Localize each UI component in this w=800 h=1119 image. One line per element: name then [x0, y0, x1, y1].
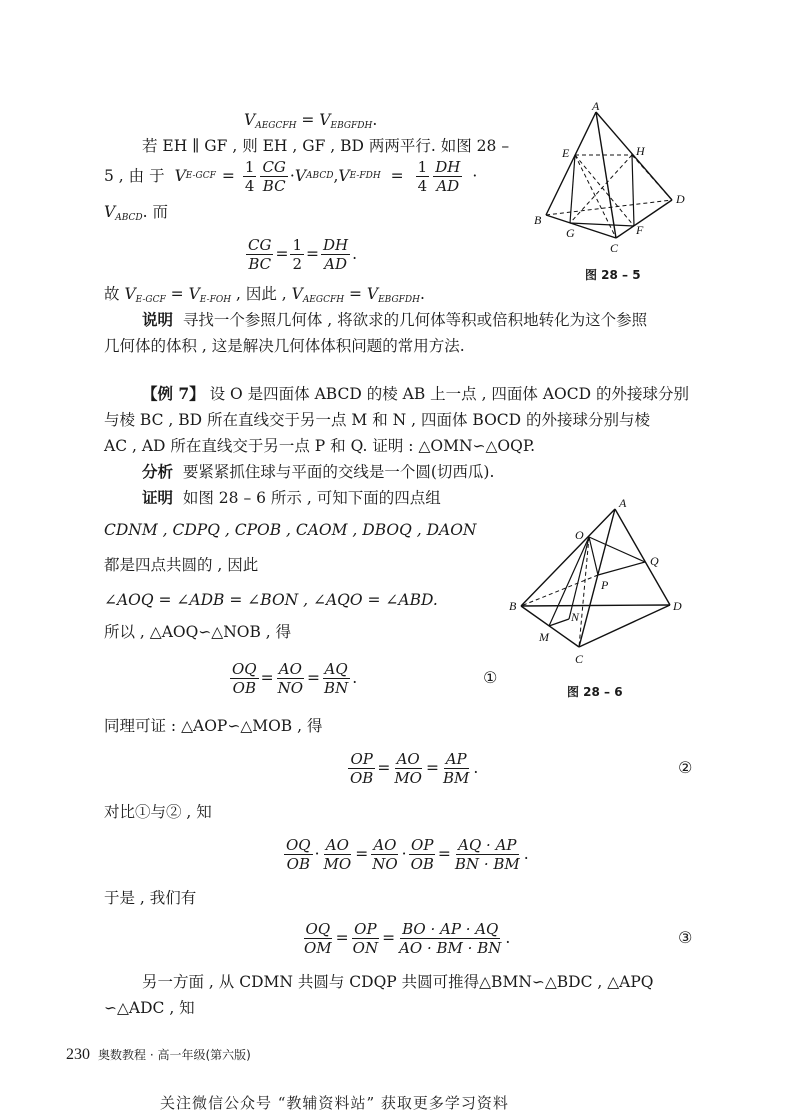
text: . 而: [142, 203, 168, 221]
so-line: 所以 , △AOQ∽△NOB , 得: [104, 623, 292, 641]
example-line-2: 与棱 BC , BD 所在直线交于另一点 M 和 N , 四面体 BOCD 的外接球分别与棱: [104, 411, 651, 429]
example-line-1: [142, 384, 689, 404]
v-symbol: V: [291, 285, 303, 303]
equation-volumes-equal: [244, 110, 377, 136]
denominator: BN · BM: [454, 854, 520, 873]
denominator: MO: [323, 854, 352, 873]
denominator: AD: [436, 176, 460, 195]
analysis-line: [142, 462, 494, 482]
label-D: D: [676, 192, 685, 206]
numerator: DH: [323, 235, 349, 254]
fraction: [322, 660, 350, 697]
denominator: ON: [352, 938, 379, 957]
figure-caption: 图 28 – 6: [567, 685, 623, 699]
label-O: O: [575, 528, 584, 542]
denominator: OM: [304, 938, 332, 957]
dot: ·: [472, 167, 478, 185]
edge-AC: [579, 509, 615, 647]
text: 设 O 是四面体 ABCD 的棱 AB 上一点 , 四面体 AOCD 的外接球分别: [209, 385, 689, 403]
numerator: AO: [325, 835, 349, 854]
label-C: C: [610, 241, 619, 255]
fraction: [290, 236, 304, 273]
comma: ,: [333, 167, 339, 185]
label-D: D: [673, 599, 682, 613]
other-line-1: 另一方面 , 从 CDMN 共圆与 CDQP 共圆可推得△BMN∽△BDC , △APQ: [142, 973, 654, 991]
fraction: [433, 158, 462, 195]
equals: =: [344, 285, 367, 303]
fraction: [441, 750, 471, 787]
page-footer: [66, 1046, 251, 1064]
equals: =: [335, 929, 349, 947]
fraction: [351, 920, 380, 957]
equation-4: [300, 916, 510, 960]
denominator: NO: [277, 678, 304, 697]
fraction: [243, 158, 257, 195]
watermark: 关注微信公众号 “教辅资料站” 获取更多学习资料: [160, 1094, 509, 1112]
label-M: M: [539, 630, 549, 644]
denominator: BC: [248, 254, 272, 273]
equation-line: [104, 156, 477, 196]
v-symbol: V: [319, 111, 331, 129]
dot: ·: [314, 845, 320, 863]
period: .: [372, 111, 378, 129]
label-C: C: [575, 652, 584, 666]
equals: =: [165, 285, 189, 303]
subscript: EBGFDH: [330, 121, 373, 131]
equation-number-2: ②: [678, 758, 693, 777]
line-OQ: [589, 537, 645, 562]
subscript: EBGFDH: [378, 295, 420, 305]
equals: =: [437, 845, 451, 863]
numerator: BO · AP · AQ: [402, 919, 499, 938]
label-E: E: [562, 146, 570, 160]
label-H: H: [636, 144, 645, 158]
v-symbol: V: [174, 167, 186, 185]
label-A: A: [619, 496, 627, 510]
proof-line: [142, 488, 441, 508]
period: .: [505, 929, 511, 947]
subscript: E-GCF: [185, 171, 216, 181]
note-line: [142, 310, 647, 330]
proof-label: 证明: [142, 488, 174, 507]
cyclic-line: 都是四点共圆的 , 因此: [104, 556, 259, 574]
equals: =: [390, 167, 404, 185]
equals: =: [275, 245, 289, 263]
v-symbol: V: [366, 285, 379, 303]
equals: =: [382, 929, 396, 947]
denominator: BM: [442, 768, 470, 787]
denominator: NO: [372, 854, 398, 873]
analysis-label: 分析: [142, 462, 174, 481]
label-Q: Q: [650, 554, 659, 568]
numerator: OP: [350, 749, 373, 768]
v-symbol: V: [294, 167, 307, 185]
numerator: 1: [244, 157, 255, 176]
equation-number-3: ③: [678, 928, 693, 947]
denominator: OB: [232, 678, 256, 697]
text: 5 , 由 于: [104, 167, 165, 185]
note-text: 寻找一个参照几何体 , 将欲求的几何体等积或倍积地转化为这个参照: [182, 311, 648, 329]
v-symbol: V: [188, 285, 200, 303]
similar-line: 同理可证 : △AOP∽△MOB , 得: [104, 717, 323, 735]
numerator: AQ · AP: [458, 835, 517, 854]
equals: =: [307, 669, 321, 687]
fraction: [284, 836, 313, 873]
subscript: AEGCFH: [302, 295, 345, 305]
denominator: MO: [394, 768, 422, 787]
edge-AD: [615, 509, 670, 605]
period: .: [352, 669, 358, 687]
numerator: AO: [373, 835, 397, 854]
subscript: E-FOH: [199, 295, 232, 305]
subscript: AEGCFH: [255, 121, 297, 131]
fraction: [370, 836, 399, 873]
label-A: A: [592, 100, 600, 113]
edge-CD: [579, 605, 670, 647]
numerator: AO: [396, 749, 420, 768]
period: .: [473, 759, 479, 777]
fraction: [230, 660, 259, 697]
period: .: [419, 285, 425, 303]
numerator: OP: [354, 919, 377, 938]
denominator: 4: [244, 176, 255, 195]
denominator: OB: [350, 768, 374, 787]
figure-28-5: [530, 100, 720, 285]
numerator: OQ: [286, 835, 311, 854]
equals: =: [260, 669, 274, 687]
denominator: 2: [292, 254, 303, 273]
v-symbol: V: [338, 167, 350, 185]
numerator: OQ: [305, 919, 331, 938]
equals: =: [296, 111, 320, 129]
numerator: CG: [262, 157, 286, 176]
equals: =: [306, 245, 320, 263]
example-label: 【例 7】: [142, 384, 205, 403]
subscript: E-FDH: [349, 171, 381, 181]
text: , 因此 ,: [231, 285, 292, 303]
example-line-3: AC , AD 所在直线交于另一点 P 和 Q. 证明 : △OMN∽△OQP.: [104, 437, 536, 455]
line-PQ: [598, 562, 645, 575]
period: .: [352, 245, 358, 263]
equation-2: [346, 746, 478, 790]
fraction: [321, 236, 350, 273]
numerator: CG: [248, 235, 272, 254]
denominator: AD: [324, 254, 347, 273]
line-ON: [569, 537, 589, 619]
paragraph-line: 若 EH ∥ GF , 则 EH , GF , BD 两两平行. 如图 28 –: [142, 137, 510, 155]
edge-AB: [546, 112, 596, 215]
numerator: OP: [411, 835, 434, 854]
label-G: G: [566, 226, 575, 240]
label-B: B: [509, 599, 517, 613]
text: 要紧紧抓住球与平面的交线是一个圆(切西瓜).: [182, 463, 495, 481]
equation-ratio: [244, 232, 357, 276]
fraction: [453, 836, 522, 873]
line-HD: [632, 155, 672, 200]
figure-28-6: [505, 495, 705, 670]
equation-1: [228, 656, 357, 700]
v-symbol: V: [124, 285, 136, 303]
dot: ·: [289, 167, 295, 185]
edge-BC: [546, 215, 616, 238]
equation-number-1: ①: [483, 668, 498, 687]
edge-BD: [521, 605, 670, 606]
page-number: 230: [66, 1046, 90, 1063]
fraction: [416, 158, 430, 195]
label-F: F: [636, 223, 644, 237]
equals: =: [355, 845, 369, 863]
fraction: [276, 660, 305, 697]
label-P: P: [601, 578, 609, 592]
conclusion-line: [104, 284, 425, 310]
line-OP: [589, 537, 598, 575]
hence-line: 于是 , 我们有: [104, 889, 197, 907]
fraction: [397, 920, 503, 957]
dot: ·: [401, 845, 407, 863]
numerator: AO: [278, 659, 302, 678]
denominator: 4: [417, 176, 428, 195]
other-line-2: ∽△ADC , 知: [104, 999, 195, 1017]
v-symbol: V: [244, 111, 256, 129]
denominator: BN: [324, 678, 349, 697]
fraction: [409, 836, 436, 873]
v-symbol: V: [104, 203, 116, 221]
line-HG: [570, 155, 632, 223]
book-title: 奥数教程 · 高一年级(第六版): [98, 1048, 251, 1062]
line-HF: [632, 155, 634, 226]
numerator: AQ: [324, 659, 348, 678]
equation-3: [282, 832, 529, 876]
note-line-2: 几何体的体积 , 这是解决几何体体积问题的常用方法.: [104, 337, 465, 355]
fraction: [246, 236, 273, 273]
subscript: ABCD: [306, 171, 334, 181]
numerator: OQ: [232, 659, 257, 678]
fraction: [302, 920, 334, 957]
subscript: E-GCF: [135, 295, 166, 305]
period: .: [523, 845, 529, 863]
denominator: BC: [262, 176, 286, 195]
note-label: 说明: [142, 310, 174, 329]
subscript: ABCD: [115, 213, 143, 223]
fraction: [392, 750, 424, 787]
label-N: N: [571, 610, 580, 624]
equals: =: [425, 759, 439, 777]
compare-line: 对比①与② , 知: [104, 803, 212, 821]
equals: =: [221, 167, 235, 185]
numerator: 1: [417, 157, 428, 176]
fraction: [260, 158, 287, 195]
denominator: OB: [410, 854, 434, 873]
denominator: AO · BM · BN: [399, 938, 502, 957]
numerator: DH: [435, 157, 461, 176]
figure-caption: 图 28 – 5: [585, 268, 641, 282]
numerator: AP: [445, 749, 467, 768]
fraction: [348, 750, 375, 787]
angle-equalities: ∠AOQ = ∠ADB = ∠BON , ∠AQO = ∠ABD.: [104, 591, 438, 609]
fraction: [322, 836, 354, 873]
equals: =: [377, 759, 391, 777]
text: 如图 28 – 6 所示 , 可知下面的四点组: [182, 489, 441, 507]
text: 故: [104, 285, 125, 303]
text-line: [104, 202, 168, 228]
numerator: 1: [292, 235, 303, 254]
denominator: OB: [286, 854, 310, 873]
label-B: B: [534, 213, 542, 227]
point-groups: CDNM , CDPQ , CPOB , CAOM , DBOQ , DAON: [104, 521, 477, 539]
